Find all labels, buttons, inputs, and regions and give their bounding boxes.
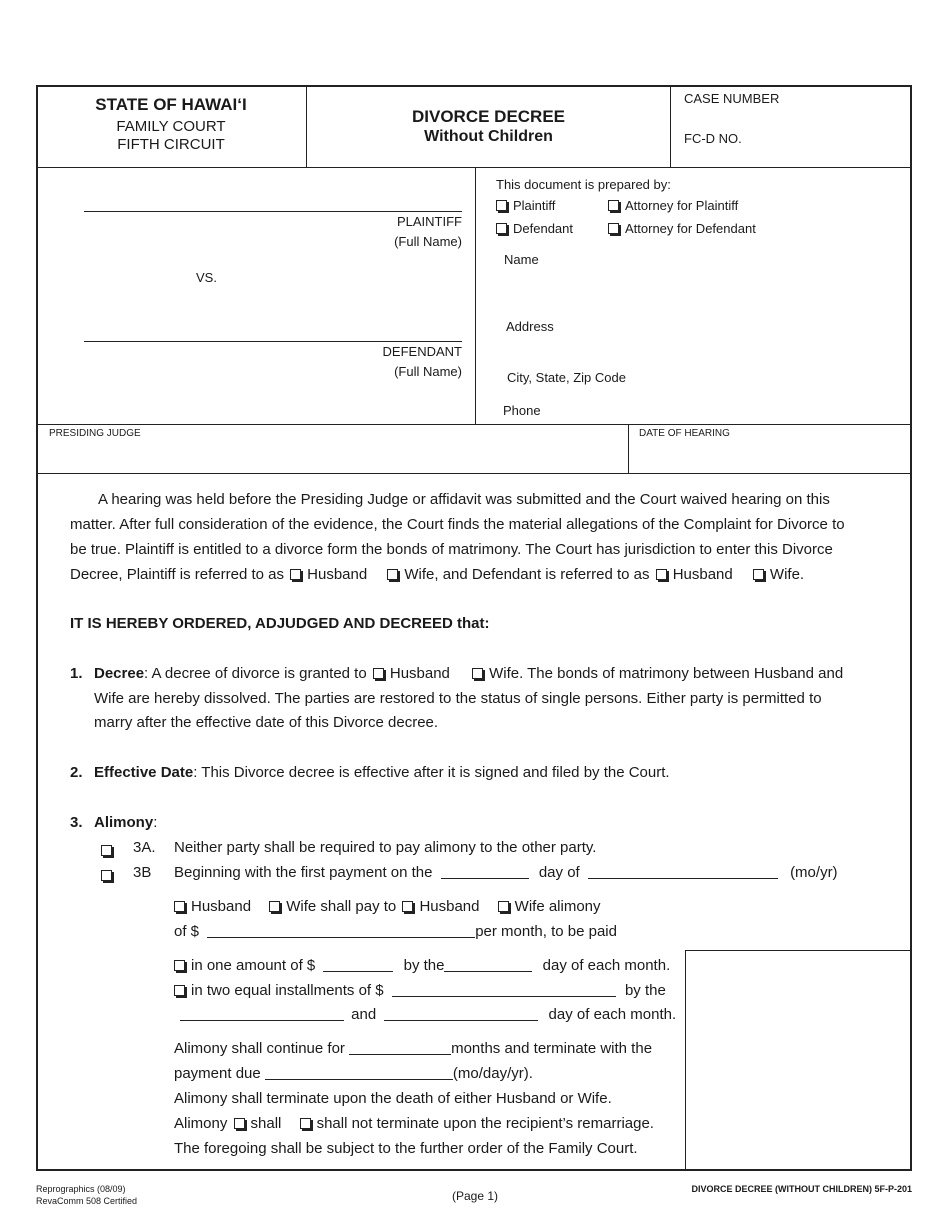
item-text: Beginning with the first payment on the (174, 864, 433, 881)
item-text: : A decree of divorce is granted to (144, 665, 367, 682)
item-text: Wife. The bonds of matrimony between Husband and (489, 665, 844, 682)
option-label: Attorney for Defendant (625, 221, 756, 236)
label-3a: 3A. (133, 839, 156, 856)
payment-due-line (174, 1065, 533, 1082)
circuit-name: FIFTH CIRCUIT (117, 136, 225, 153)
page-title: DIVORCE DECREE (411, 107, 566, 126)
checkbox-icon[interactable] (402, 901, 413, 912)
one-amount-day-field[interactable] (444, 957, 532, 972)
state-name: STATE OF HAWAI‘I (95, 95, 247, 114)
two-installments-line (174, 982, 666, 999)
text-3a: Neither party shall be required to pay alimony to the other party. (174, 839, 597, 856)
checkbox-3a[interactable] (101, 842, 118, 860)
option-label: Husband (419, 898, 480, 915)
checkbox-icon[interactable] (101, 870, 112, 881)
divider (37, 424, 912, 425)
intro-line: matter. After full consideration of the evidence, the Court finds the material allegations of the Complaint for Divorce to (70, 516, 845, 533)
option-label: Defendant (513, 221, 573, 236)
checkbox-icon[interactable] (498, 901, 509, 912)
checkbox-icon[interactable] (472, 668, 483, 679)
item-title: Alimony (94, 814, 154, 831)
defendant-label: DEFENDANT (382, 344, 462, 359)
option-label: Wife shall pay to (286, 898, 397, 915)
option-label: Husband (672, 566, 733, 583)
option-label: Husband (191, 898, 252, 915)
item-1-line-3: marry after the effective date of this Divorce decree. (94, 714, 439, 731)
court-block (38, 95, 304, 153)
continue-line (174, 1040, 652, 1057)
text-3b (174, 864, 838, 881)
ordered-heading: IT IS HEREBY ORDERED, ADJUDGED AND DECREED that: (70, 615, 490, 632)
case-number-label: CASE NUMBER (684, 91, 780, 106)
item-number: 1. (70, 665, 83, 682)
presiding-judge-label: PRESIDING JUDGE (49, 428, 141, 439)
checkbox-icon[interactable] (290, 569, 301, 580)
checkbox-icon[interactable] (608, 223, 619, 234)
item-text: Alimony shall continue for (174, 1040, 345, 1057)
remarriage-line (174, 1115, 654, 1132)
terminate-death-line: Alimony shall terminate upon the death of either Husband or Wife. (174, 1090, 612, 1107)
option-attorney-plaintiff[interactable] (608, 198, 738, 213)
item-title: Decree (94, 665, 145, 682)
page-number: (Page 1) (451, 1189, 499, 1203)
item-text: per month, to be paid (475, 923, 617, 940)
first-payment-day-field[interactable] (441, 864, 529, 879)
item-text: of $ (174, 923, 200, 940)
divider (628, 424, 629, 473)
checkbox-icon[interactable] (387, 569, 398, 580)
intro-text: Wife, and Defendant is referred to as (404, 566, 650, 583)
item-text: payment due (174, 1065, 261, 1082)
reprographics-note: Reprographics (08/09) (36, 1184, 126, 1194)
payment-due-field[interactable] (265, 1065, 453, 1080)
city-state-zip-label: City, State, Zip Code (507, 370, 626, 385)
option-label: Attorney for Plaintiff (625, 198, 739, 213)
checkbox-icon[interactable] (753, 569, 764, 580)
date-of-hearing-label: DATE OF HEARING (639, 428, 730, 439)
installment-day-2-field[interactable] (384, 1006, 538, 1021)
item-1-line-1 (94, 665, 843, 682)
checkbox-icon[interactable] (496, 223, 507, 234)
checkbox-3b[interactable] (101, 867, 118, 885)
item-text: months and terminate with the (451, 1040, 653, 1057)
checkbox-icon[interactable] (101, 845, 112, 856)
revacomm-note: RevaComm 508 Certified (36, 1196, 138, 1206)
checkbox-icon[interactable] (496, 200, 507, 211)
item-number: 2. (70, 764, 83, 781)
one-amount-field[interactable] (323, 957, 393, 972)
installment-amount-field[interactable] (392, 982, 616, 997)
payer-line (174, 898, 601, 915)
prepared-by-title: This document is prepared by: (496, 177, 671, 192)
option-plaintiff[interactable] (496, 198, 555, 213)
vs-label: VS. (196, 270, 217, 285)
checkbox-icon[interactable] (300, 1118, 311, 1129)
item-text: : (153, 814, 158, 831)
item-2-line (94, 764, 670, 781)
divider (475, 168, 476, 424)
item-1-line-2: Wife are hereby dissolved. The parties are restored to the status of single persons. Either party is permitted to (94, 690, 822, 707)
checkbox-icon[interactable] (174, 901, 185, 912)
first-payment-month-field[interactable] (588, 864, 778, 879)
checkbox-icon[interactable] (269, 901, 280, 912)
item-text: day of (538, 864, 580, 881)
installment-day-1-field[interactable] (180, 1006, 344, 1021)
item-text: and (351, 1006, 377, 1023)
option-label: Husband (307, 566, 368, 583)
intro-line-4 (70, 566, 804, 583)
option-label: in one amount of $ (191, 957, 316, 974)
months-field[interactable] (349, 1040, 451, 1055)
address-label: Address (506, 319, 554, 334)
name-label: Name (504, 252, 539, 267)
checkbox-icon[interactable] (174, 985, 185, 996)
option-attorney-defendant[interactable] (608, 221, 756, 236)
one-amount-line (174, 957, 670, 974)
option-label: shall (250, 1115, 282, 1132)
checkbox-icon[interactable] (234, 1118, 245, 1129)
divider (37, 473, 912, 474)
plaintiff-label: PLAINTIFF (396, 214, 462, 229)
page-subtitle: Without Children (424, 128, 553, 145)
item-text: by the (624, 982, 666, 999)
item-text: day of each month. (542, 957, 671, 974)
option-label: in two equal installments of $ (191, 982, 384, 999)
installment-days-line (180, 1006, 676, 1023)
plaintiff-sub-label: (Full Name) (394, 234, 462, 249)
item-number: 3. (70, 814, 83, 831)
checkbox-icon[interactable] (174, 960, 185, 971)
defendant-name-line[interactable] (84, 341, 462, 342)
option-label: Wife alimony (514, 898, 601, 915)
foregoing-line: The foregoing shall be subject to the further order of the Family Court. (174, 1140, 638, 1157)
defendant-sub-label: (Full Name) (394, 364, 462, 379)
item-text: Alimony (174, 1115, 228, 1132)
label-3b: 3B (133, 864, 152, 881)
option-label: shall not terminate upon the recipient’s remarriage. (316, 1115, 654, 1132)
item-text: : This Divorce decree is effective after it is signed and filed by the Court. (193, 764, 670, 781)
amount-line (174, 923, 617, 940)
form-id: DIVORCE DECREE (WITHOUT CHILDREN) 5F-P-201 (691, 1184, 912, 1194)
fcd-number-label: FC-D NO. (684, 131, 742, 146)
checkbox-icon[interactable] (608, 200, 619, 211)
item-text: (mo/yr) (790, 864, 838, 881)
intro-text: Decree, Plaintiff is referred to as (70, 566, 284, 583)
divider (685, 950, 686, 1171)
divider (670, 86, 671, 167)
checkbox-icon[interactable] (373, 668, 384, 679)
court-name: FAMILY COURT (116, 118, 226, 135)
phone-label: Phone (503, 403, 541, 418)
intro-line: A hearing was held before the Presiding Judge or affidavit was submitted and the Court waived hearing on this (98, 491, 830, 508)
plaintiff-name-line[interactable] (84, 211, 462, 212)
option-defendant[interactable] (496, 221, 573, 236)
monthly-amount-field[interactable] (207, 923, 475, 938)
item-3-heading (94, 814, 157, 831)
divider (685, 950, 912, 951)
item-text: by the (403, 957, 445, 974)
title-block (307, 107, 670, 146)
item-title: Effective Date (94, 764, 194, 781)
intro-line: be true. Plaintiff is entitled to a divorce form the bonds of matrimony. The Court has jurisdiction to enter this Divorce (70, 541, 833, 558)
checkbox-icon[interactable] (656, 569, 667, 580)
option-label: Plaintiff (513, 198, 556, 213)
option-label: Wife. (769, 566, 805, 583)
option-label: Husband (389, 665, 450, 682)
item-text: (mo/day/yr). (452, 1065, 533, 1082)
item-text: day of each month. (548, 1006, 677, 1023)
